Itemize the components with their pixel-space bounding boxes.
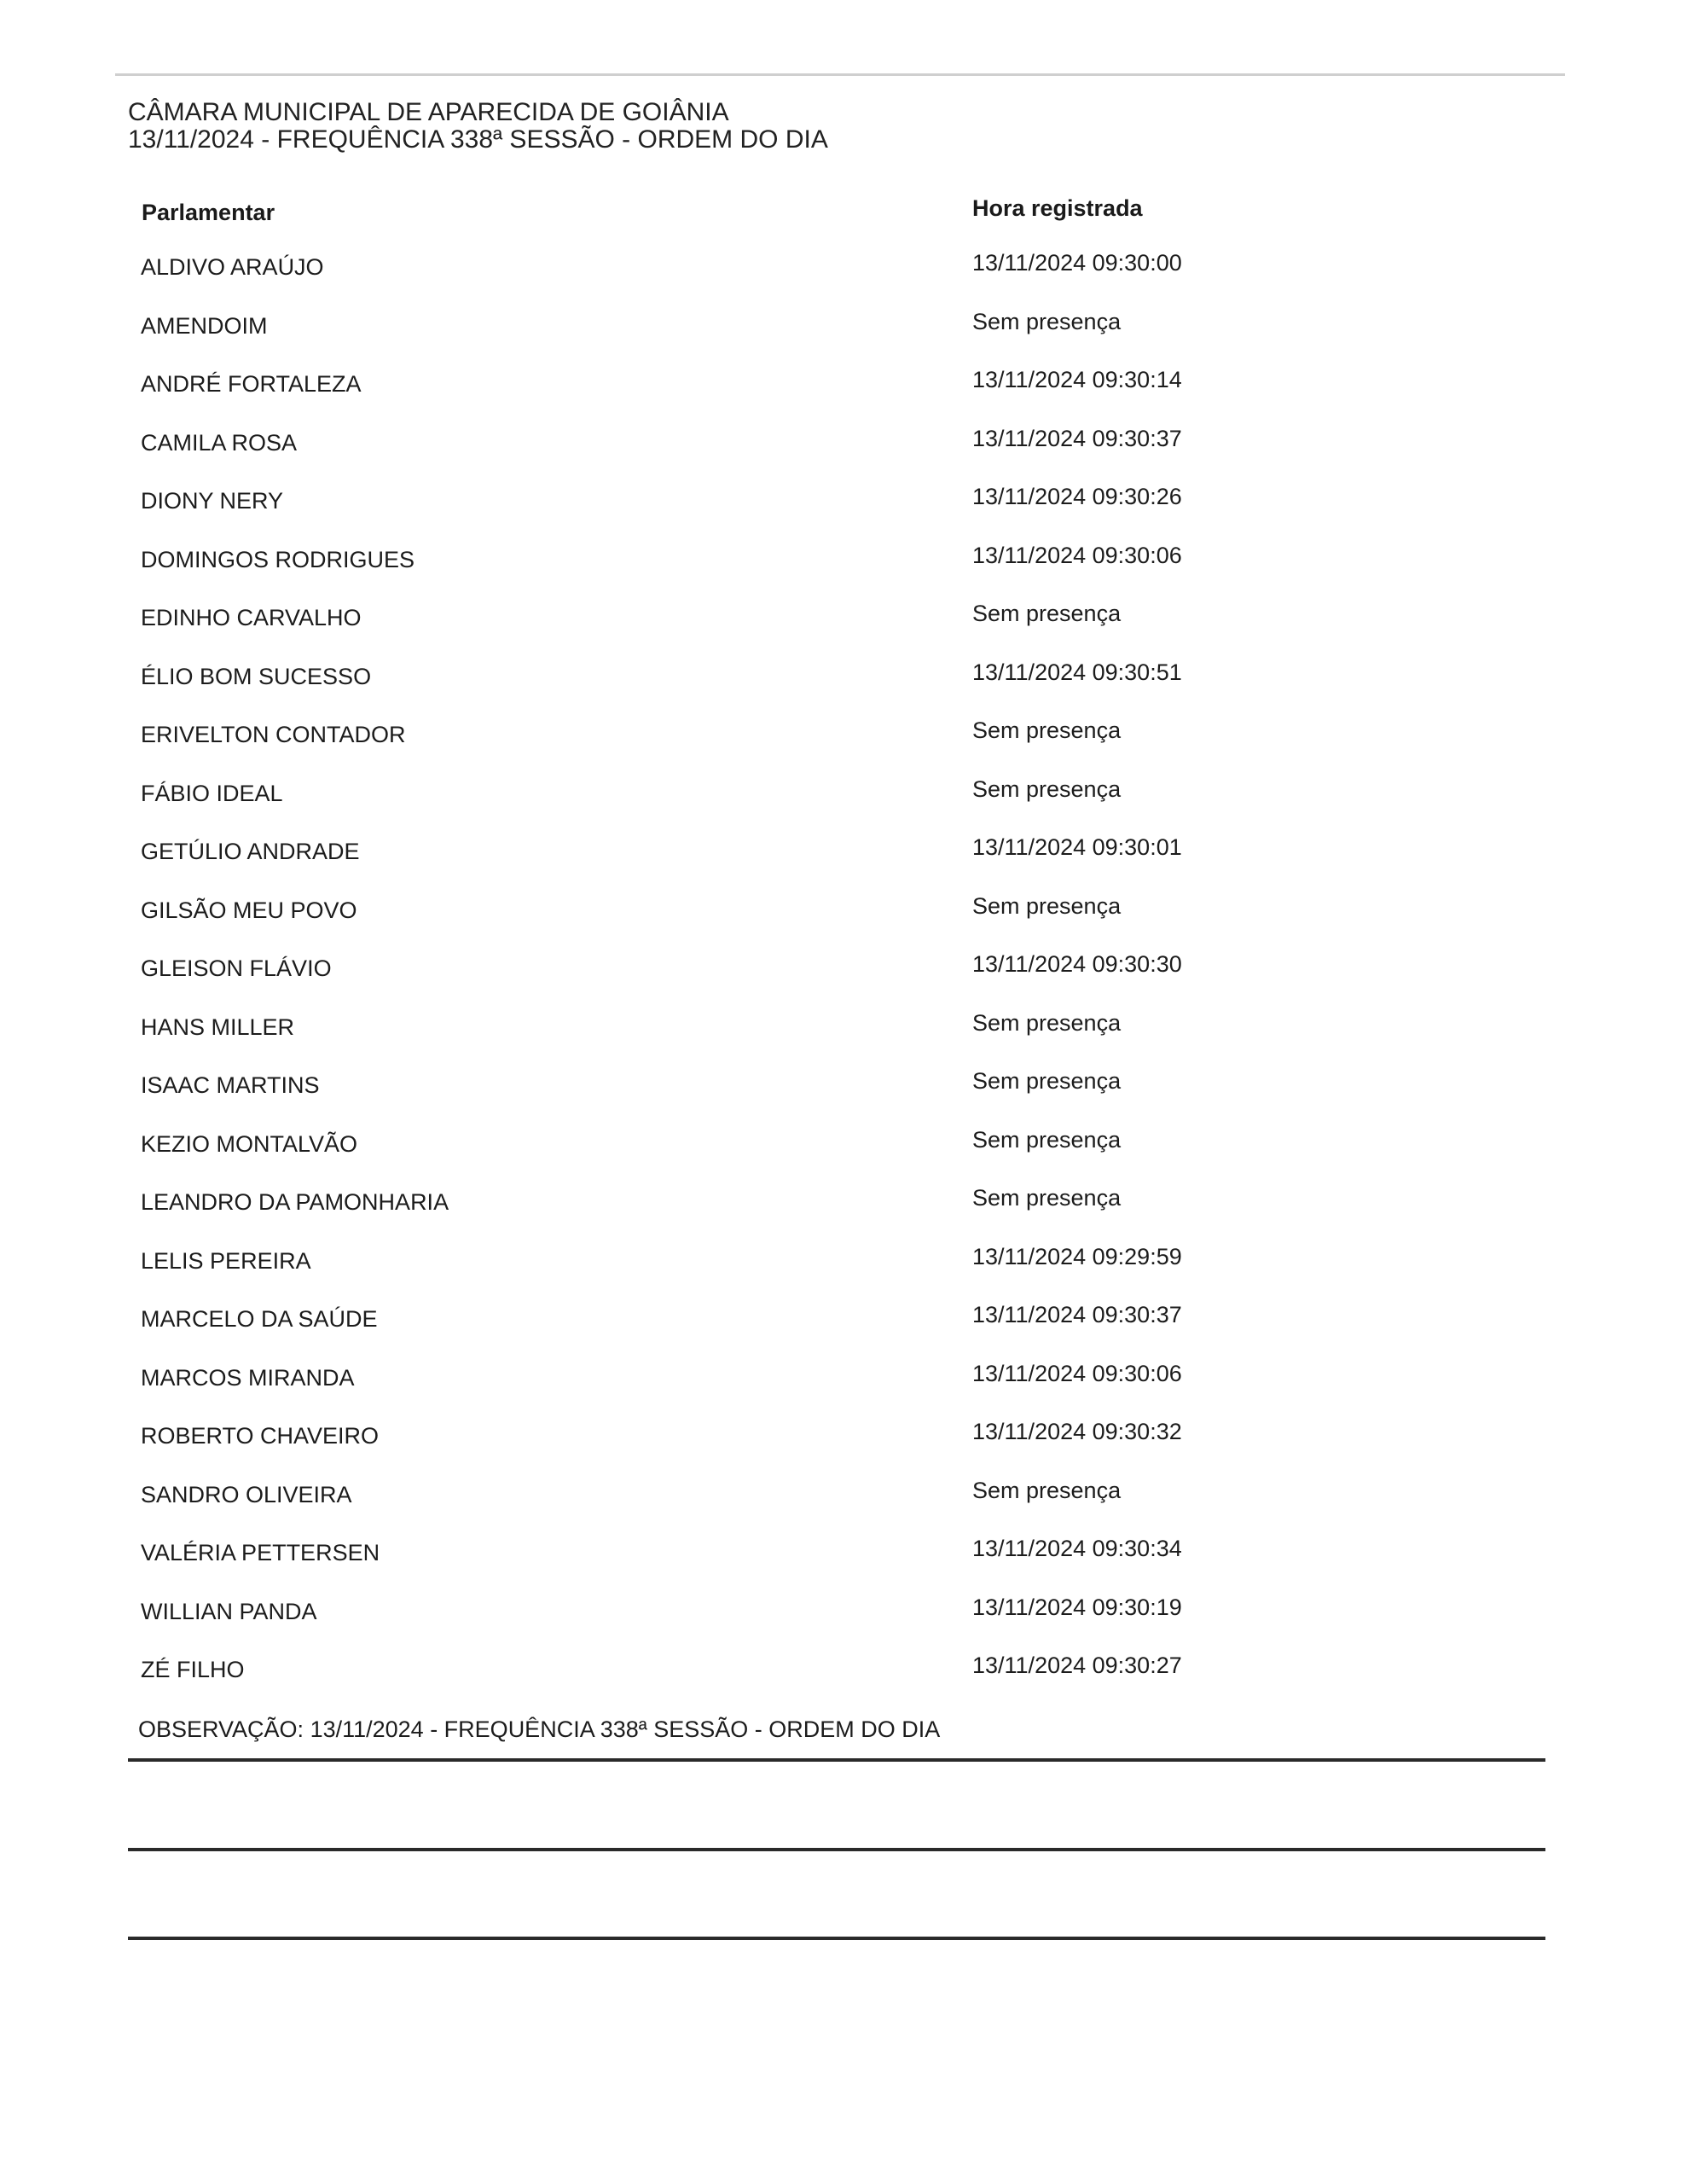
hora-registrada: 13/11/2024 09:30:26 (972, 484, 1182, 509)
hora-registrada: Sem presença (972, 775, 1122, 802)
hora-registrada: 13/11/2024 09:30:00 (972, 250, 1182, 276)
parlamentar-name: DOMINGOS RODRIGUES (141, 546, 415, 572)
table-row (0, 951, 1687, 1014)
hora-registrada: 13/11/2024 09:30:14 (972, 367, 1182, 392)
table-row (0, 717, 1687, 781)
parlamentar-name: ERIVELTON CONTADOR (141, 722, 406, 747)
document-header (128, 99, 828, 154)
session-title: 13/11/2024 - FREQUÊNCIA 338ª SESSÃO - ORDEM DO DIA (128, 125, 828, 154)
signature-line (128, 1937, 1545, 1940)
hora-registrada: 13/11/2024 09:30:37 (972, 1302, 1182, 1327)
table-row (0, 1243, 1687, 1307)
parlamentar-name: FÁBIO IDEAL (141, 780, 283, 806)
table-row (0, 308, 1687, 372)
table-row (0, 775, 1687, 839)
hora-registrada: Sem presença (972, 308, 1122, 334)
parlamentar-name: GLEISON FLÁVIO (141, 956, 332, 981)
signature-line (128, 1848, 1545, 1851)
parlamentar-name: CAMILA ROSA (141, 429, 298, 456)
hora-registrada: 13/11/2024 09:30:34 (972, 1536, 1182, 1561)
table-row (0, 659, 1687, 723)
column-header-hora-registrada: Hora registrada (972, 195, 1143, 221)
hora-registrada: 13/11/2024 09:30:01 (972, 834, 1182, 860)
parlamentar-name: VALÉRIA PETTERSEN (141, 1540, 380, 1565)
parlamentar-name: MARCOS MIRANDA (141, 1364, 355, 1391)
table-row (0, 834, 1687, 897)
hora-registrada: 13/11/2024 09:30:06 (972, 1360, 1182, 1386)
table-row (0, 1302, 1687, 1365)
column-header-parlamentar: Parlamentar (142, 200, 275, 225)
hora-registrada: Sem presença (972, 1477, 1122, 1503)
parlamentar-name: GETÚLIO ANDRADE (141, 839, 360, 864)
parlamentar-name: ZÉ FILHO (141, 1657, 245, 1682)
table-row (0, 425, 1687, 489)
hora-registrada: 13/11/2024 09:30:30 (972, 951, 1182, 977)
parlamentar-name: ALDIVO ARAÚJO (141, 254, 324, 280)
table-row (0, 1126, 1687, 1190)
parlamentar-name: ISAAC MARTINS (141, 1072, 320, 1098)
signature-line (128, 1758, 1545, 1762)
parlamentar-name: ÉLIO BOM SUCESSO (141, 663, 372, 689)
parlamentar-name: ROBERTO CHAVEIRO (141, 1423, 380, 1449)
hora-registrada: 13/11/2024 09:30:19 (972, 1594, 1182, 1620)
hora-registrada: 13/11/2024 09:30:37 (972, 425, 1182, 451)
table-row (0, 1419, 1687, 1482)
table-row (0, 1653, 1687, 1716)
hora-registrada: Sem presença (972, 1185, 1122, 1211)
table-row (0, 601, 1687, 664)
attendance-table (0, 250, 1687, 1716)
table-row (0, 367, 1687, 430)
hora-registrada: 13/11/2024 09:30:06 (972, 542, 1182, 568)
hora-registrada: Sem presença (972, 1126, 1122, 1153)
parlamentar-name: SANDRO OLIVEIRA (141, 1481, 352, 1507)
parlamentar-name: AMENDOIM (141, 312, 268, 339)
parlamentar-name: LELIS PEREIRA (141, 1247, 311, 1274)
parlamentar-name: LEANDRO DA PAMONHARIA (141, 1189, 449, 1215)
hora-registrada: Sem presença (972, 1068, 1122, 1094)
parlamentar-name: HANS MILLER (141, 1014, 295, 1040)
table-row (0, 484, 1687, 547)
hora-registrada: 13/11/2024 09:30:51 (972, 659, 1182, 685)
hora-registrada: Sem presença (972, 892, 1122, 919)
parlamentar-name: EDINHO CARVALHO (141, 605, 362, 630)
hora-registrada: 13/11/2024 09:30:27 (972, 1653, 1182, 1678)
hora-registrada: 13/11/2024 09:30:32 (972, 1419, 1182, 1444)
table-row (0, 250, 1687, 313)
table-row (0, 542, 1687, 606)
parlamentar-name: KEZIO MONTALVÃO (141, 1130, 358, 1157)
hora-registrada: Sem presença (972, 717, 1122, 743)
hora-registrada: Sem presença (972, 1009, 1122, 1036)
hora-registrada: 13/11/2024 09:29:59 (972, 1243, 1182, 1269)
table-row (0, 1536, 1687, 1599)
parlamentar-name: MARCELO DA SAÚDE (141, 1306, 378, 1332)
table-row (0, 1477, 1687, 1541)
top-divider (115, 73, 1565, 76)
parlamentar-name: ANDRÉ FORTALEZA (141, 371, 362, 397)
parlamentar-name: GILSÃO MEU POVO (141, 897, 357, 923)
parlamentar-name: WILLIAN PANDA (141, 1598, 317, 1624)
table-row (0, 892, 1687, 956)
institution-title: CÂMARA MUNICIPAL DE APARECIDA DE GOIÂNIA (128, 98, 729, 126)
table-row (0, 1009, 1687, 1073)
observation-text: OBSERVAÇÃO: 13/11/2024 - FREQUÊNCIA 338ª SESSÃO - ORDEM DO DIA (138, 1716, 941, 1742)
hora-registrada: Sem presença (972, 601, 1122, 626)
parlamentar-name: DIONY NERY (141, 488, 284, 514)
table-row (0, 1594, 1687, 1658)
table-row (0, 1068, 1687, 1131)
table-row (0, 1185, 1687, 1248)
table-row (0, 1360, 1687, 1424)
